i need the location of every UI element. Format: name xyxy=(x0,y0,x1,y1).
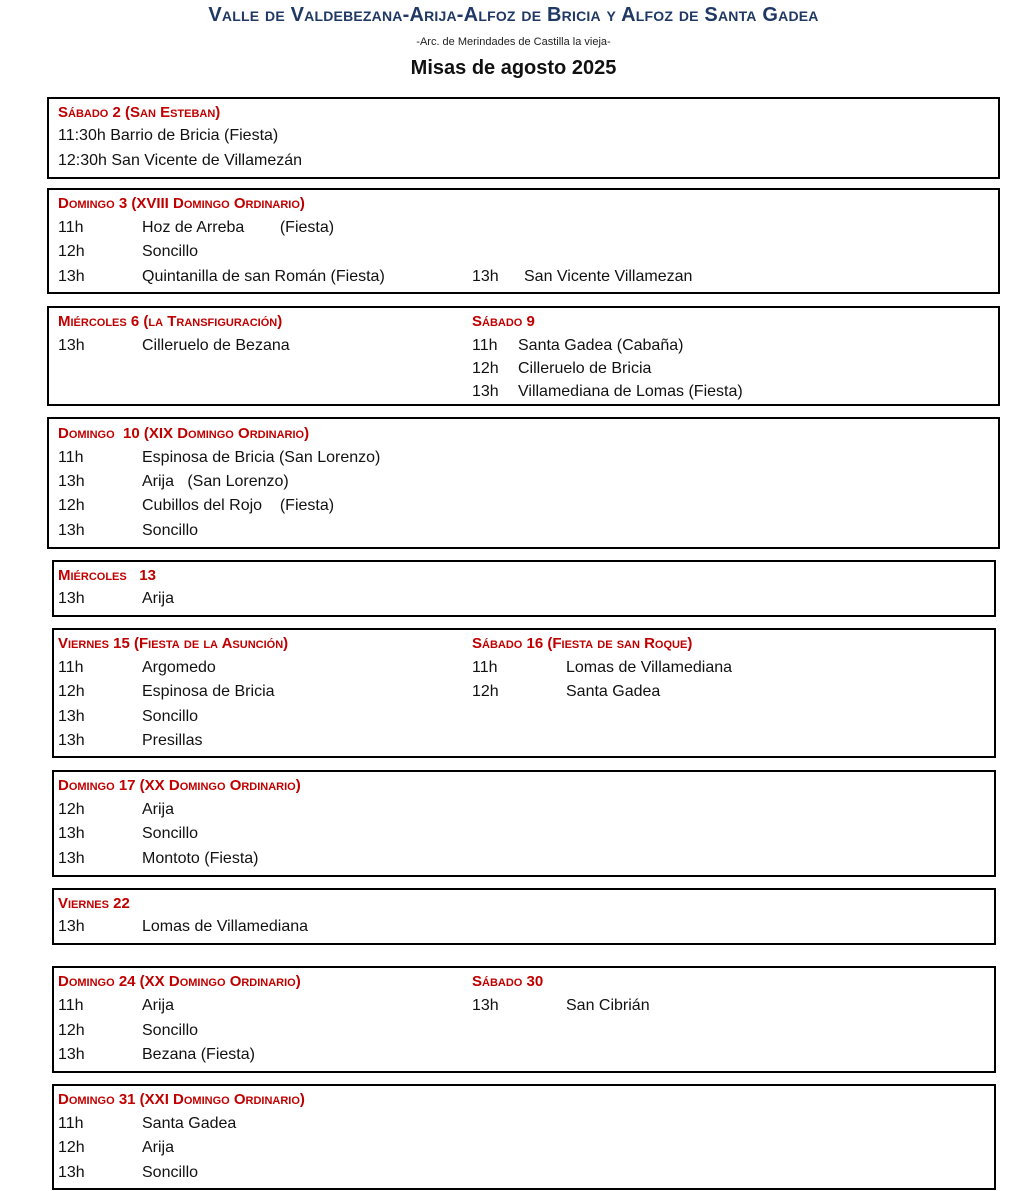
mass-time: 13h xyxy=(472,383,499,400)
mass-time: 11h xyxy=(58,1115,84,1132)
document-title: Valle de Valdebezana-Arija-Alfoz de Bricia y Alfoz de Santa Gadea xyxy=(208,4,819,26)
document-subtitle: -Arc. de Merindades de Castilla la vieja- xyxy=(416,36,611,48)
mass-place: Quintanilla de san Román (Fiesta) xyxy=(142,268,385,285)
mass-time: 13h xyxy=(472,997,499,1014)
mass-time: 11h xyxy=(58,997,84,1014)
mass-time: 12h xyxy=(472,360,499,377)
mass-place: San Cibrián xyxy=(566,997,650,1014)
mass-time: 12h xyxy=(58,243,85,260)
day-title: Miércoles 13 xyxy=(58,567,156,584)
mass-time: 13h xyxy=(58,1164,85,1181)
mass-place: Santa Gadea xyxy=(142,1115,237,1132)
mass-place: Cilleruelo de Bricia xyxy=(518,360,652,377)
mass-time: 12h xyxy=(58,1022,85,1039)
mass-time: 11h xyxy=(58,449,84,466)
mass-place: Lomas de Villamediana xyxy=(142,918,309,935)
mass-time: 12h xyxy=(58,801,85,818)
mass-place: Argomedo xyxy=(142,659,216,676)
day-title: Sábado 9 xyxy=(472,313,535,330)
mass-time: 12h xyxy=(472,683,499,700)
mass-place: Lomas de Villamediana xyxy=(566,659,733,676)
day-title: Domingo 31 (XXI Domingo Ordinario) xyxy=(58,1091,305,1108)
mass-place: Espinosa de Bricia xyxy=(142,683,275,700)
mass-time: 12h xyxy=(58,497,85,514)
day-block-viernes-22 xyxy=(52,888,996,945)
mass-time: 11h xyxy=(58,219,84,236)
mass-time: 11h xyxy=(472,337,498,354)
mass-place: Cilleruelo de Bezana xyxy=(142,337,290,354)
day-title: Domingo 24 (XX Domingo Ordinario) xyxy=(58,973,301,990)
mass-time: 13h xyxy=(58,918,85,935)
day-title: Viernes 22 xyxy=(58,895,130,912)
mass-place: Arija xyxy=(142,801,175,818)
mass-time: 13h xyxy=(58,1046,85,1063)
mass-place: Soncillo xyxy=(142,243,199,260)
mass-place: Cubillos del Rojo (Fiesta) xyxy=(142,497,335,514)
mass-time: 13h xyxy=(58,473,85,490)
mass-time: 13h xyxy=(58,850,85,867)
mass-time: 13h xyxy=(58,590,85,607)
day-block-miercoles-13 xyxy=(52,560,996,617)
mass-time: 13h xyxy=(58,708,85,725)
mass-place: Arija xyxy=(142,997,175,1014)
mass-place: Soncillo xyxy=(142,708,199,725)
mass-time: 13h xyxy=(58,268,85,285)
mass-time: 11h xyxy=(472,659,498,676)
mass-place: Presillas xyxy=(142,732,203,749)
mass-place: Arija xyxy=(142,1139,175,1156)
schedule-heading: Misas de agosto 2025 xyxy=(410,57,617,79)
mass-place: 11:30h Barrio de Bricia (Fiesta) xyxy=(58,127,279,144)
mass-place: San Vicente Villamezan xyxy=(524,268,693,285)
mass-place: Arija xyxy=(142,590,175,607)
day-title: Sábado 30 xyxy=(472,973,544,990)
mass-time: 13h xyxy=(58,522,85,539)
mass-time: 11h xyxy=(58,659,84,676)
mass-place: Bezana (Fiesta) xyxy=(142,1046,255,1063)
mass-time: 13h xyxy=(58,732,85,749)
mass-place: Soncillo xyxy=(142,522,199,539)
day-title: Domingo 17 (XX Domingo Ordinario) xyxy=(58,777,301,794)
mass-time: 12h xyxy=(58,683,85,700)
mass-place: Soncillo xyxy=(142,1022,199,1039)
mass-time: 13h xyxy=(58,337,85,354)
mass-time: 12h xyxy=(58,1139,85,1156)
day-title: Domingo 3 (XVIII Domingo Ordinario) xyxy=(58,195,305,212)
day-title: Sábado 16 (Fiesta de san Roque) xyxy=(472,635,693,652)
mass-place: 12:30h San Vicente de Villamezán xyxy=(58,152,303,169)
mass-place: Soncillo xyxy=(142,825,199,842)
day-title: Domingo 10 (XIX Domingo Ordinario) xyxy=(58,425,310,442)
mass-place: Santa Gadea (Cabaña) xyxy=(518,337,684,354)
mass-place: Montoto (Fiesta) xyxy=(142,850,259,867)
mass-time: 13h xyxy=(58,825,85,842)
mass-place: Santa Gadea xyxy=(566,683,661,700)
mass-place: Espinosa de Bricia (San Lorenzo) xyxy=(142,449,381,466)
day-title: Viernes 15 (Fiesta de la Asunción) xyxy=(58,635,289,652)
day-title: Miércoles 6 (la Transfiguración) xyxy=(58,313,283,330)
mass-place: Hoz de Arreba (Fiesta) xyxy=(142,219,335,236)
mass-place: Soncillo xyxy=(142,1164,199,1181)
day-title: Sábado 2 (San Esteban) xyxy=(58,104,221,121)
mass-place: Arija (San Lorenzo) xyxy=(142,473,289,490)
mass-place: Villamediana de Lomas (Fiesta) xyxy=(518,383,743,400)
mass-time: 13h xyxy=(472,268,499,285)
